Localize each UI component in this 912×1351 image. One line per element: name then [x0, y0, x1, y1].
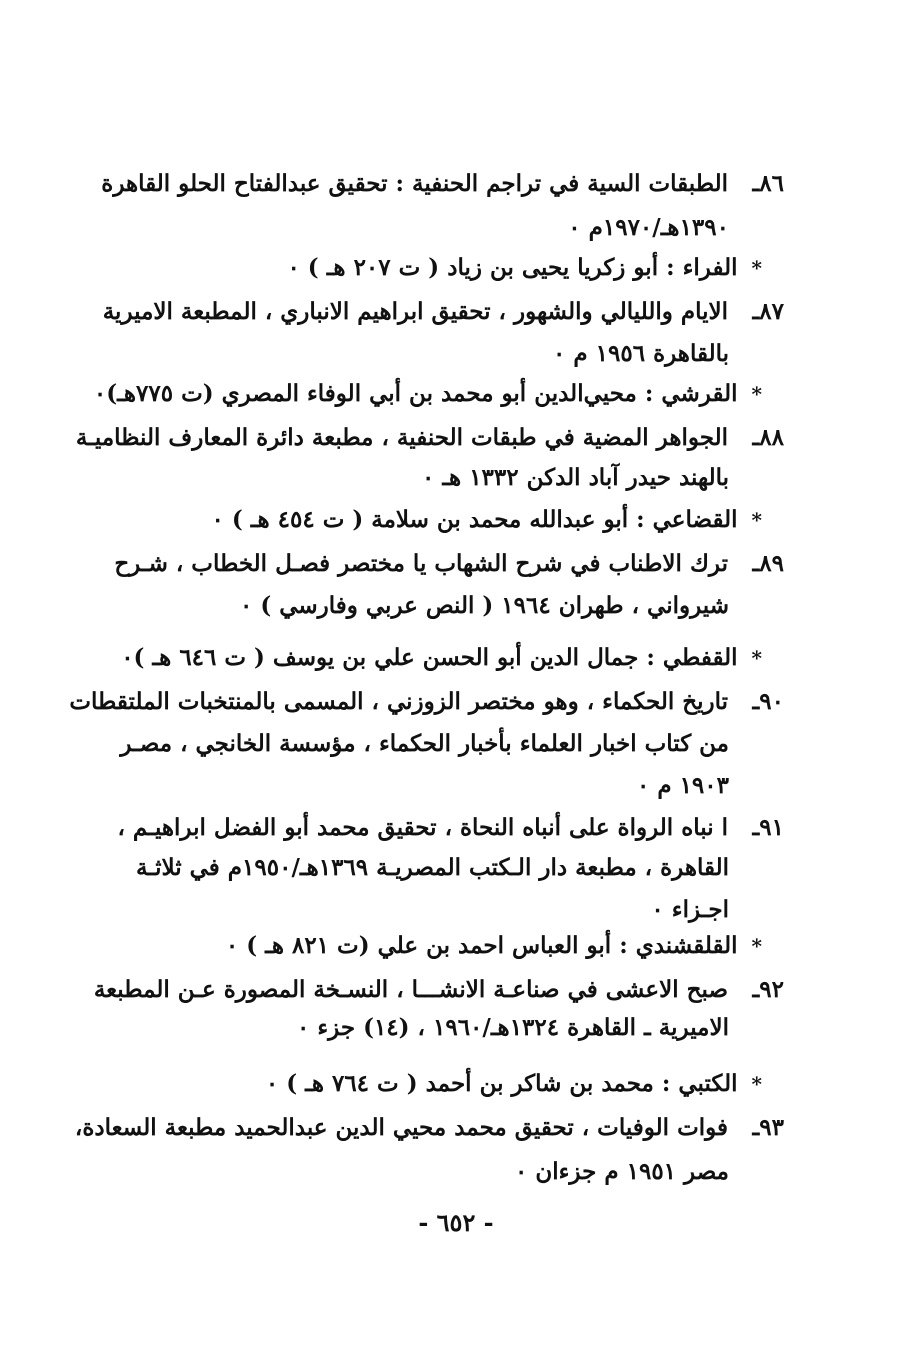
author-bio-farra [98, 252, 762, 284]
entry-text: فوات الوفيات ، تحقيق محمد محيي الدين عبدالحميد مطبعة السعادة، [74, 1114, 728, 1141]
author-bio-kutubi [98, 1068, 762, 1100]
entry-text: الايام والليالي والشهور ، تحقيق ابراهيم الانباري ، المطبعة الاميرية [102, 298, 728, 325]
entry-90 [69, 686, 784, 718]
entry-number: ٩٣ـ [752, 1114, 784, 1141]
entry-text: ا نباه الرواة على أنباه النحاة ، تحقيق محمد أبو الفضل ابراهيـم ، [117, 814, 728, 841]
entry-number: ٨٨ـ [752, 424, 784, 451]
entry-88 [75, 422, 784, 454]
entry-text: بالهند حيدر آباد الدكن ١٣٣٢ هـ ٠ [421, 464, 729, 491]
entry-text: القاهرة ، مطبعة دار الـكتب المصريـة ١٣٦٩هـ/١٩٥٠م في ثلاثـة [136, 854, 729, 881]
entry-text: مصر ١٩٥١ م جزءان ٠ [514, 1158, 729, 1185]
author-bio-qalqashandi [98, 930, 762, 962]
bio-text: القرشي : محيي‌الدين أبو محمد بن أبي الوفاء المصري (ت ٧٧٥هـ)٠ [93, 380, 738, 407]
author-bio-qifti [98, 642, 762, 674]
entry-number: ٩٢ـ [752, 976, 784, 1003]
entry-text: الجواهر المضية في طبقات الحنفية ، مطبعة دائرة المعارف النظاميـة [75, 424, 728, 451]
entry-number: ٩١ـ [752, 814, 784, 841]
bio-text: القفطي : جمال الدين أبو الحسن علي بن يوسف ( ت ٦٤٦ هـ )٠ [121, 644, 738, 671]
entry-number: ٨٦ـ [752, 170, 784, 197]
entry-92 [93, 974, 784, 1006]
page-number: - ٦٥٢ - [418, 1208, 494, 1237]
entry-text: اجـزاء ٠ [651, 896, 729, 923]
entry-text: شيرواني ، طهران ١٩٦٤ ( النص عربي وفارسي ) ٠ [239, 592, 729, 619]
entry-text: بالقاهرة ١٩٥٦ م ٠ [553, 340, 729, 367]
entry-93-continuation [129, 1156, 729, 1188]
star-bullet: * [751, 256, 762, 280]
star-bullet: * [751, 646, 762, 670]
entry-88-continuation [129, 462, 729, 494]
entry-91-continuation [129, 852, 729, 884]
entry-text: الطبقات السية في تراجم الحنفية : تحقيق عبدالفتاح الحلو القاهرة [101, 170, 728, 197]
entry-86-continuation [129, 212, 729, 244]
entry-number: ٨٧ـ [752, 298, 784, 325]
bio-text: القلقشندي : أبو العباس احمد بن علي (ت ٨٢١ هـ ) ٠ [225, 932, 738, 959]
entry-text: من كتاب اخبار العلماء بأخبار الحكماء ، مؤسسة الخانجي ، مصـر [120, 730, 729, 757]
star-bullet: * [751, 934, 762, 958]
entry-number: ٩٠ـ [752, 688, 784, 715]
author-bio-qudai [98, 504, 762, 536]
star-bullet: * [751, 508, 762, 532]
entry-text: صبح الاعشى في صناعـة الانشـــا ، النسـخة المصورة عـن المطبعة [93, 976, 728, 1003]
entry-text: ١٩٠٣ م ٠ [636, 772, 729, 799]
entry-86 [101, 168, 784, 200]
author-bio-qurashi [93, 378, 762, 410]
entry-87 [102, 296, 784, 328]
bio-text: الكتبي : محمد بن شاكر بن أحمد ( ت ٧٦٤ هـ ) ٠ [265, 1070, 738, 1097]
entry-number: ٨٩ـ [752, 550, 784, 577]
star-bullet: * [751, 1072, 762, 1096]
entry-90-continuation [129, 770, 729, 802]
entry-87-continuation [129, 338, 729, 370]
entry-91 [117, 812, 784, 844]
entry-text: ١٣٩٠هـ/١٩٧٠م ٠ [568, 214, 729, 241]
entry-text: تاريخ الحكماء ، وهو مختصر الزوزني ، المسمى بالمنتخبات الملتقطات [69, 688, 728, 715]
entry-text: ترك الاطناب في شرح الشهاب يا مختصر فصـل الخطاب ، شـرح [114, 550, 728, 577]
bio-text: الفراء : أبو زكريا يحيى بن زياد ( ت ٢٠٧ هـ ) ٠ [287, 254, 738, 281]
entry-90-continuation [120, 728, 729, 760]
bio-text: القضاعي : أبو عبدالله محمد بن سلامة ( ت ٤٥٤ هـ ) ٠ [211, 506, 738, 533]
entry-93 [74, 1112, 784, 1144]
entry-91-continuation [129, 894, 729, 926]
entry-89 [114, 548, 784, 580]
star-bullet: * [751, 382, 762, 406]
entry-text: الاميرية ـ القاهرة ١٣٢٤هـ/١٩٦٠ ، (١٤) جزء ٠ [296, 1014, 729, 1041]
entry-92-continuation [129, 1012, 729, 1044]
entry-89-continuation [129, 590, 729, 622]
